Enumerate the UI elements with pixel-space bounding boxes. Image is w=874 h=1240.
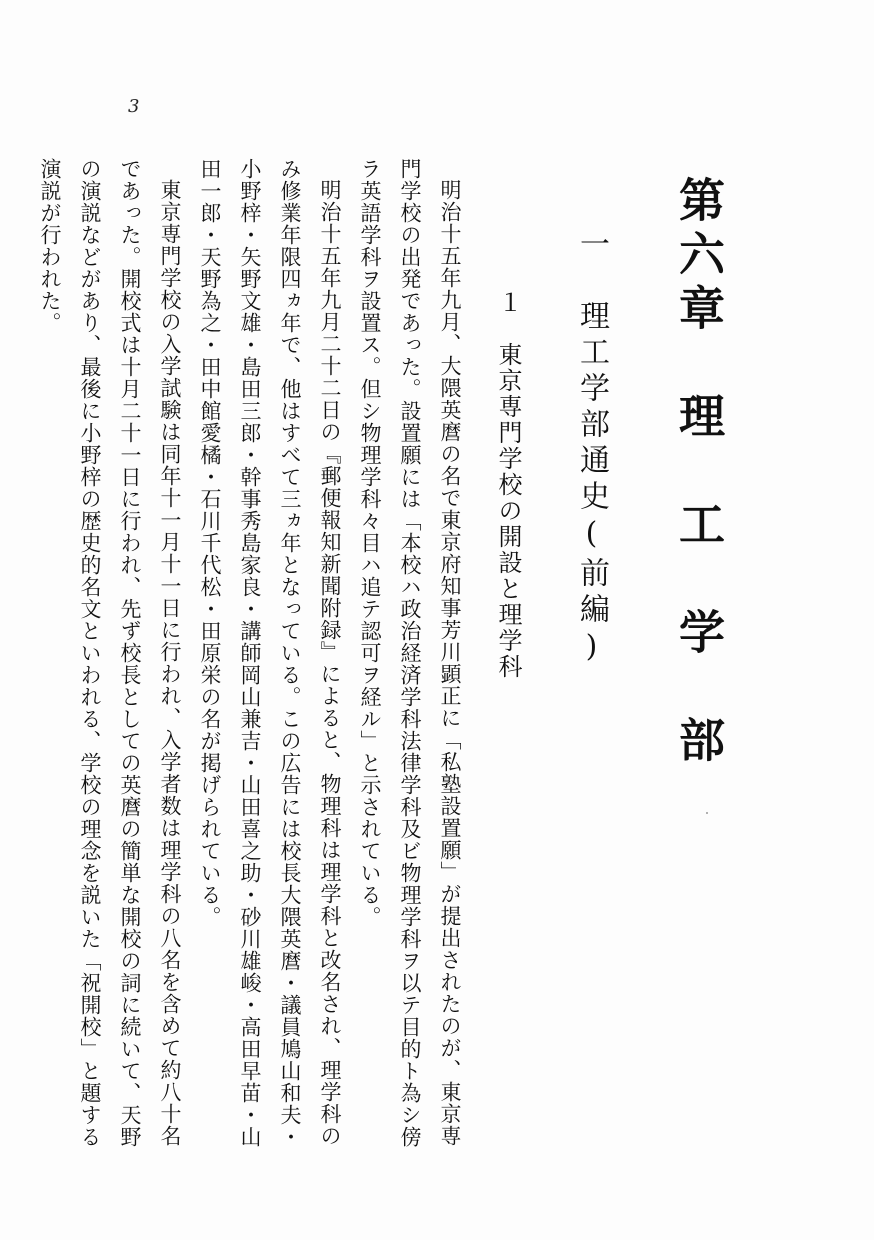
paragraph: 東京専門学校の入学試験は同年十一月十一日に行われ、入学者数は理学科の八名を含めて約八十名であった。開校式は十月二十一日に行われ、先ず校長としての英麿の簡単な開校の詞に続いて、天野の演説などがあり、最後に小野梓の歴史的名文といわれる、学校の理念を説いた「祝開校」と題する演説が行われた。	[38, 158, 182, 1148]
body-text	[30, 158, 470, 1148]
paragraph: 明治十五年九月、大隈英麿の名で東京府知事芳川顕正に「私塾設置願」が提出されたのが、東京専門学校の出発であった。設置願には「本校ハ政治経済学科法律学科及ビ物理学科ヲ以テ目的ト為シ傍ラ英語学科ヲ設置ス。但シ物理学科々目ハ追テ認可ヲ経ル」と示されている。	[358, 158, 462, 1148]
section-title: 一 理工学部通史(前編)	[574, 228, 609, 670]
chapter-title: 第六章 理 工 学 部	[672, 176, 726, 770]
paragraph: 明治十五年九月二十二日の『郵便報知新聞附録』によると、物理科は理学科と改名され、理学科のみ修業年限四ヵ年で、他はすべて三ヵ年となっている。この広告には校長大隈英麿・議員鳩山和夫・小野梓・矢野文雄・島田三郎・幹事秀島家良・講師岡山兼吉・山田喜之助・砂川雄峻・高田早苗・山田一郎・天野為之・田中館愛橘・石川千代松・田原栄の名が掲げられている。	[198, 158, 342, 1148]
print-speck	[706, 812, 708, 814]
page-number: 3	[128, 96, 140, 117]
subsection-title: １ 東京専門学校の開設と理学科	[494, 290, 522, 680]
